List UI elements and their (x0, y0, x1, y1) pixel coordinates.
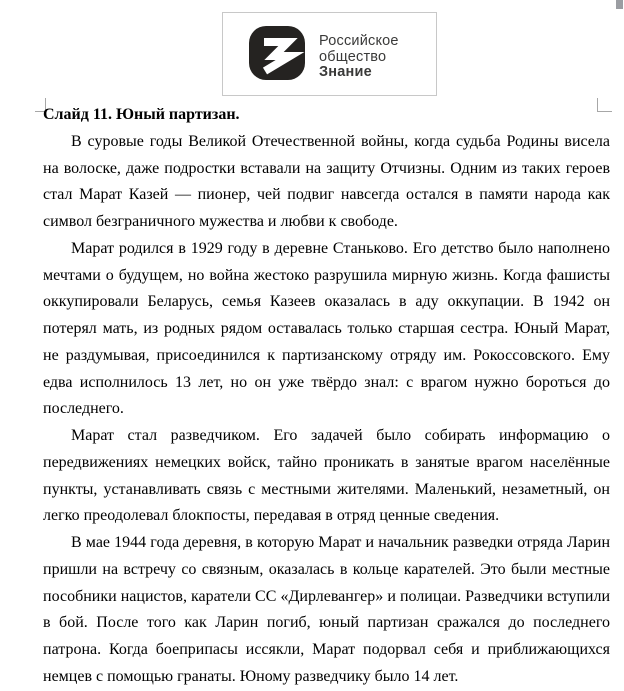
document-text-area[interactable] (43, 102, 610, 691)
logo-org-name (319, 34, 399, 81)
logo-org-name-line3: Знание (319, 64, 372, 80)
znanie-logo-icon (249, 26, 305, 80)
logo-org-name-line1: Российское (319, 33, 399, 49)
paragraph-3[interactable]: Марат стал разведчиком. Его задачей было собирать информацию о передвижениях немецких войск, тайно проникать в занятые врагом населённые пункты, устанавливать связь с местными жителями. Маленький, незаметный, он легко преодолевал блокпосты, передавая в отряд ценные сведения. (43, 427, 610, 525)
paragraph-1[interactable]: В суровые годы Великой Отечественной войны, когда судьба Родины висела на волоске, даже подростки вставали на защиту Отчизны. Одним из таких героев стал Марат Казей — пионер, чей подвиг навсегда остался в памяти народа как символ безграничного мужества и любви к свободе. (43, 132, 610, 230)
paragraph-2[interactable]: Марат родился в 1929 году в деревне Станьково. Его детство было наполнено мечтами о будущем, но война жестоко разрушила мирную жизнь. Когда фашисты оккупировали Беларусь, семья Казеев оказалась в аду оккупации. В 1942 он потерял мать, из родных рядом оставалась только старшая сестра. Юный Марат, не раздумывая, присоединился к партизанскому отряду им. Рокоссовского. Ему едва исполнилось 13 лет, но он уже твёрдо знал: с врагом нужно бороться до последнего. (43, 239, 610, 418)
logo-box (222, 12, 437, 96)
scrollbar-fragment[interactable] (616, 0, 623, 9)
logo-org-name-line2: общество (319, 48, 387, 65)
slide-heading[interactable]: Слайд 11. Юный партизан. (43, 106, 240, 123)
paragraph-4[interactable]: В мае 1944 года деревня, в которую Марат и начальник разведки отряда Ларин пришли на встречу со связным, оказалась в кольце карателей. Это были местные пособники нацистов, каратели СС «Дирлевангер» и полицаи. Разведчики вступили в бой. После того как Ларин погиб, юный партизан сражался до последнего патрона. Когда боеприпасы иссякли, Марат подорвал себя и приближающихся немцев с помощью гранаты. Юному разведчику было 14 лет. (43, 534, 610, 685)
